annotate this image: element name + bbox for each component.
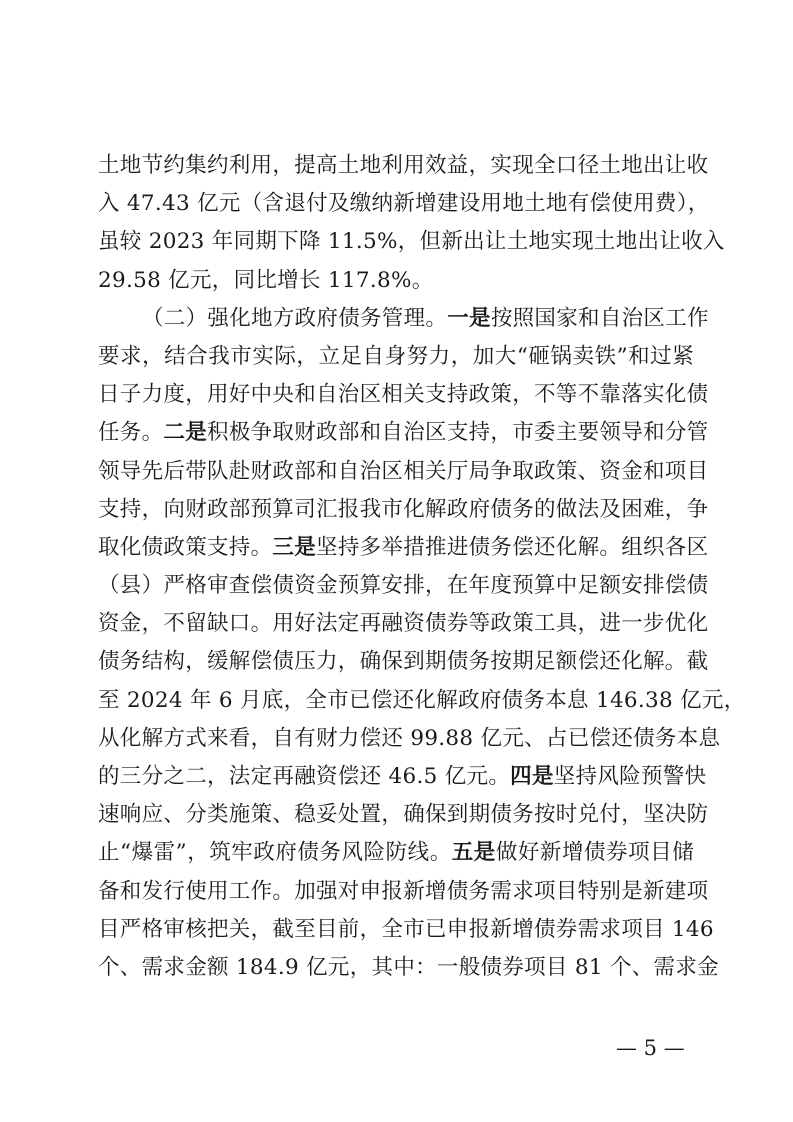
emphasis-fifth: 五是	[451, 840, 496, 866]
text-line: 日子力度，用好中央和自治区相关支持政策，不等不靠落实化债	[98, 382, 709, 408]
text-line: 止“爆雷”，筑牢政府债务风险防线。五是做好新增债券项目储	[98, 840, 694, 866]
text-line: 要求，结合我市实际，立足自身努力，加大“砸锅卖铁”和过紧	[98, 343, 694, 369]
emphasis-third: 三是	[272, 534, 317, 560]
section-heading: （二）强化地方政府债务管理。	[142, 305, 448, 331]
section-heading-line: （二）强化地方政府债务管理。一是按照国家和自治区工作	[142, 305, 709, 331]
text-line: 速响应、分类施策、稳妥处置，确保到期债务按时兑付，坚决防	[98, 802, 709, 828]
text-line: 债务结构，缓解偿债压力，确保到期债务按期足额偿还化解。截	[98, 649, 709, 675]
text-line: 支持，向财政部预算司汇报我市化解政府债务的做法及困难，争	[98, 496, 709, 522]
text-line: 目严格审核把关，截至目前，全市已申报新增债券需求项目 146	[98, 916, 714, 942]
text-line: 虽较 2023 年同期下降 11.5%，但新出让土地实现土地出让收入	[98, 229, 725, 255]
emphasis-first: 一是	[447, 305, 491, 331]
text-line: 的三分之二，法定再融资偿还 46.5 亿元。四是坚持风险预警快	[98, 764, 707, 789]
text-line: 任务。二是积极争取财政部和自治区支持，市委主要领导和分管	[98, 420, 709, 446]
text-line: 土地节约集约利用，提高土地利用效益，实现全口径土地出让收	[98, 153, 709, 178]
text-line: 29.58 亿元，同比增长 117.8%。	[98, 267, 434, 293]
text-line: 备和发行使用工作。加强对申报新增债务需求项目特别是新建项	[98, 878, 709, 904]
body-text	[98, 147, 746, 987]
text-line: 取化债政策支持。三是坚持多举措推进债务偿还化解。组织各区	[98, 534, 709, 560]
page-number: — 5 —	[616, 1036, 685, 1060]
text-line: 入 47.43 亿元（含退付及缴纳新增建设用地土地有偿使用费），	[98, 191, 710, 217]
text-line: 至 2024 年 6 月底，全市已偿还化解政府债务本息 146.38 亿元，	[98, 687, 746, 713]
text-line: 领导先后带队赴财政部和自治区相关厅局争取政策、资金和项目	[98, 458, 709, 484]
text-line: 个、需求金额 184.9 亿元，其中：一般债券项目 81 个、需求金	[98, 954, 719, 980]
text-line: 从化解方式来看，自有财力偿还 99.88 亿元、占已偿还债务本息	[98, 725, 721, 751]
emphasis-second: 二是	[163, 420, 208, 446]
text-line: 资金，不留缺口。用好法定再融资债券等政策工具，进一步优化	[98, 611, 709, 637]
text-line: （县）严格审查偿债资金预算安排，在年度预算中足额安排偿债	[98, 573, 709, 599]
emphasis-fourth: 四是	[510, 764, 554, 789]
